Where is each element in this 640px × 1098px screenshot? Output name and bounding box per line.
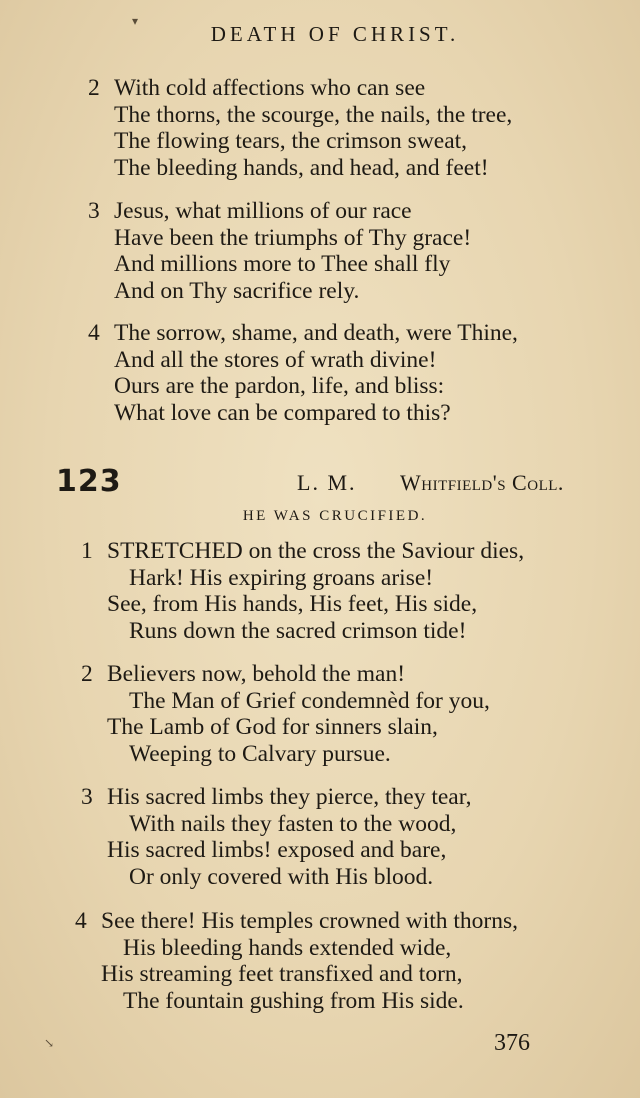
running-header: DEATH OF CHRIST. [210,22,460,46]
stanza-number: 2 [88,75,100,101]
verse-line: His streaming feet transfixed and torn, [101,961,463,987]
verse-line: 3 His sacred limbs they pierce, they tear, [81,784,472,810]
stanza-number: 4 [75,908,87,934]
stanza-123-4 [75,908,519,1014]
stanza-123-3 [81,784,472,890]
verse-line: 2 With cold affections who can see [88,75,426,101]
verse-line: And millions more to Thee shall fly [114,251,451,277]
verse-line: What love can be compared to this? [114,399,451,426]
verse-line: 4 See there! His temples crowned with thorns, [75,908,519,934]
verse-line: 3 Jesus, what millions of our race [88,198,412,224]
verse-line: The Man of Grief condemnèd for you, [129,687,490,714]
verse-line: Have been the triumphs of Thy grace! [114,224,472,251]
verse-line: And on Thy sacrifice rely. [114,277,360,304]
verse-line: The Lamb of God for sinners slain, [107,714,438,740]
hymn-subtitle: HE WAS CRUCIFIED. [242,508,428,524]
stanza-122-2 [88,75,513,181]
verse-line: The bleeding hands, and head, and feet! [114,154,489,181]
verse-line: Weeping to Calvary pursue. [129,740,391,767]
verse-line: The thorns, the scourge, the nails, the tree, [114,101,513,128]
hymn-meter: L. M. [297,470,357,495]
stanza-123-1 [81,538,525,644]
stanza-number: 1 [81,538,93,564]
verse-line: 2 Believers now, behold the man! [81,661,406,687]
stanza-number: 2 [81,661,93,687]
verse-line: Ours are the pardon, life, and bliss: [114,373,445,399]
verse-line: Or only covered with His blood. [129,863,434,890]
verse-line: 1 STRETCHED on the cross the Saviour dies, [81,538,525,564]
verse-line: His sacred limbs! exposed and bare, [107,837,447,863]
verse-line: The flowing tears, the crimson sweat, [114,128,468,154]
verse-line: The fountain gushing from His side. [123,987,464,1014]
verse-line: 4 The sorrow, shame, and death, were Thine, [88,320,518,346]
hymn-number: 123 [56,464,122,499]
stanza-123-2 [81,661,490,767]
hymn-source: Whitfield's Coll. [400,470,564,495]
verse-line: His bleeding hands extended wide, [123,934,452,961]
ink-speck: ▾ [132,14,139,28]
stanza-number: 3 [81,784,93,810]
verse-line: Hark! His expiring groans arise! [129,564,434,591]
verse-line: See, from His hands, His feet, His side, [107,591,478,617]
stanza-number: 4 [88,320,100,346]
ink-speck: ↘ [44,1036,55,1050]
stanza-122-3 [88,198,472,304]
stanza-number: 3 [88,198,100,224]
verse-line: Runs down the sacred crimson tide! [129,617,467,644]
verse-line: And all the stores of wrath divine! [114,346,437,373]
verse-line: With nails they fasten to the wood, [129,810,457,837]
stanza-122-4 [88,320,518,426]
page-number: 376 [494,1030,530,1056]
